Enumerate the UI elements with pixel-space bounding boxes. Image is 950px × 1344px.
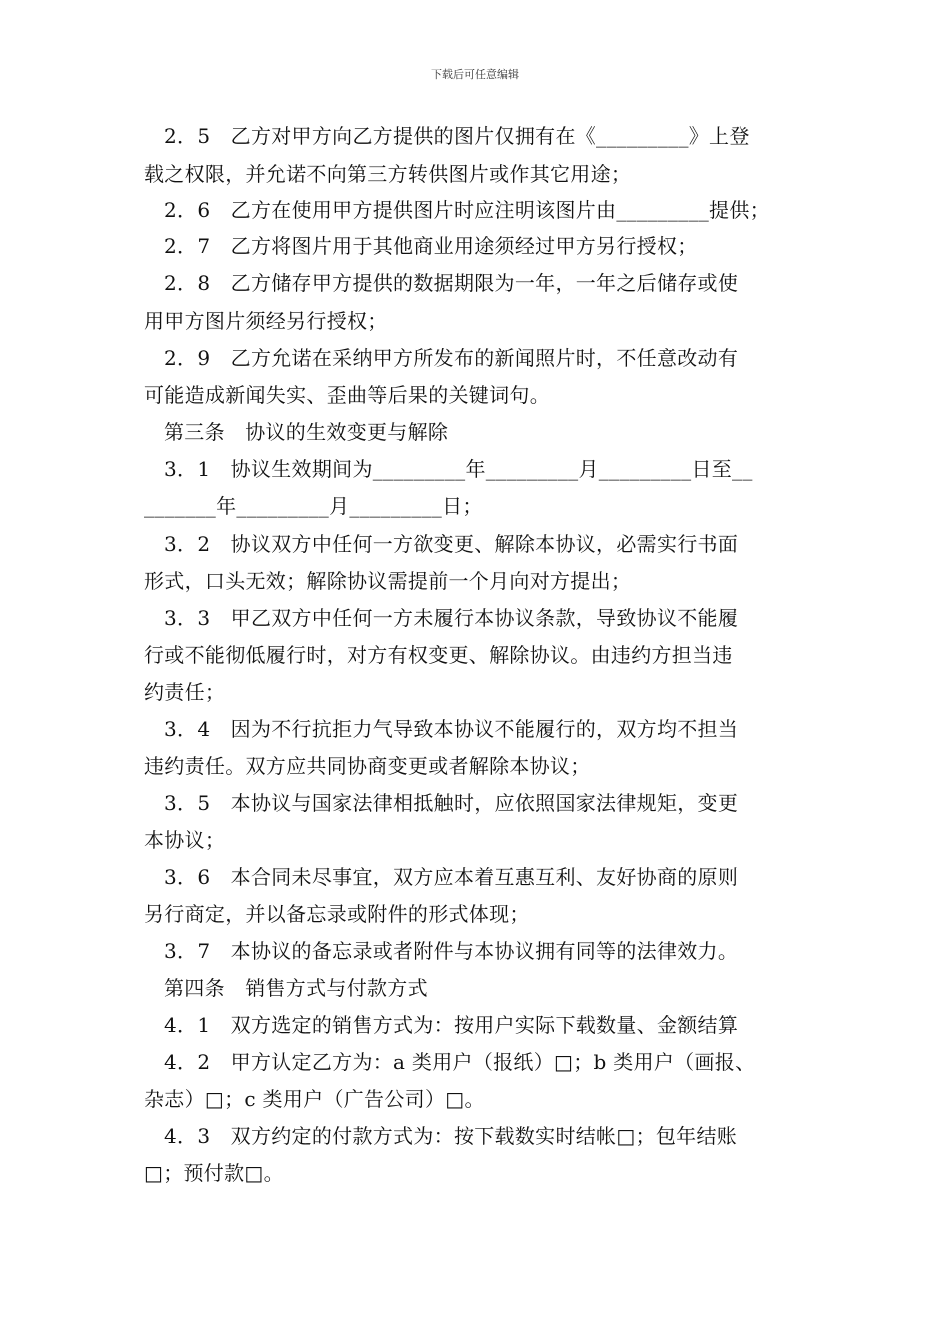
clause-3-1: 3．1 协议生效期间为_________年_________月_________日至__ [164,457,753,481]
section-4-heading: 第四条 销售方式与付款方式 [164,976,428,1000]
clause-3-4-cont: 违约责任。双方应共同协商变更或者解除本协议； [144,754,591,778]
clause-2-7: 2．7 乙方将图片用于其他商业用途须经过甲方另行授权； [164,234,698,258]
clause-3-6: 3．6 本合同未尽事宜，双方应本着互惠互利、友好协商的原则 [164,865,739,889]
clause-2-9-cont: 可能造成新闻失实、歪曲等后果的关键词句。 [144,383,550,407]
clause-3-3-cont-2: 约责任； [144,680,226,704]
clause-2-5-cont: 载之权限，并允诺不向第三方转供图片或作其它用途； [144,162,632,186]
clause-2-8: 2．8 乙方储存甲方提供的数据期限为一年，一年之后储存或使 [164,271,739,295]
clause-4-2: 4．2 甲方认定乙方为：a 类用户（报纸）□；b 类用户（画报、 [164,1050,756,1074]
clause-4-3: 4．3 双方约定的付款方式为：按下载数实时结帐□；包年结账 [164,1124,738,1148]
clause-4-2-cont: 杂志）□；c 类用户（广告公司）□。 [144,1087,485,1111]
clause-3-7: 3．7 本协议的备忘录或者附件与本协议拥有同等的法律效力。 [164,939,739,963]
clause-3-2-cont: 形式，口头无效；解除协议需提前一个月向对方提出； [144,569,632,593]
page-header: 下载后可任意编辑 [431,68,519,81]
clause-2-8-cont: 用甲方图片须经另行授权； [144,309,388,333]
clause-2-9: 2．9 乙方允诺在采纳甲方所发布的新闻照片时，不任意改动有 [164,346,739,370]
clause-4-1: 4．1 双方选定的销售方式为：按用户实际下载数量、金额结算 [164,1013,739,1037]
clause-3-2: 3．2 协议双方中任何一方欲变更、解除本协议，必需实行书面 [164,532,739,556]
clause-3-5-cont: 本协议； [144,828,226,852]
clause-2-5: 2．5 乙方对甲方向乙方提供的图片仅拥有在《_________》上登 [164,124,750,148]
clause-4-3-cont: □；预付款□。 [144,1161,284,1185]
section-3-heading: 第三条 协议的生效变更与解除 [164,420,449,444]
clause-3-6-cont: 另行商定，并以备忘录或附件的形式体现； [144,902,530,926]
clause-3-5: 3．5 本协议与国家法律相抵触时，应依照国家法律规矩，变更 [164,791,739,815]
clause-3-3-cont: 行或不能彻低履行时，对方有权变更、解除协议。由违约方担当违 [144,643,733,667]
clause-3-3: 3．3 甲乙双方中任何一方未履行本协议条款，导致协议不能履 [164,606,739,630]
clause-2-6: 2．6 乙方在使用甲方提供图片时应注明该图片由_________提供； [164,198,770,222]
clause-3-1-cont: _______年_________月_________日； [144,494,483,518]
clause-3-4: 3．4 因为不行抗拒力气导致本协议不能履行的，双方均不担当 [164,717,739,741]
